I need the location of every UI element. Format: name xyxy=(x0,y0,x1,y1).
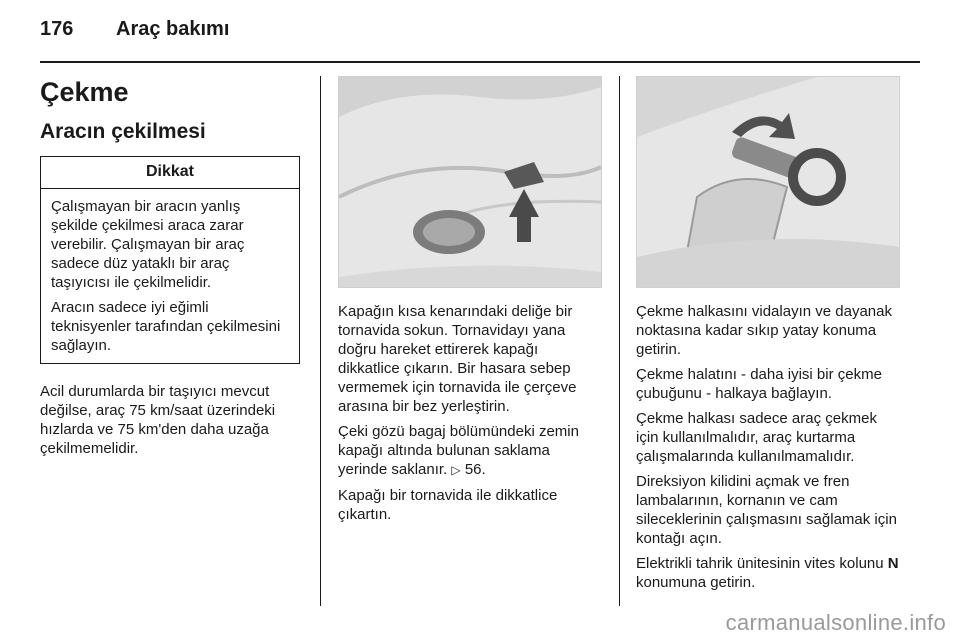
column-3-paragraph-2: Çekme halatını - daha iyisi bir çekme çubuğunu - halkaya bağlayın. xyxy=(636,366,882,402)
column-1-text xyxy=(40,382,302,458)
column-3-paragraph-5-end: konumuna getirin. xyxy=(636,574,756,591)
column-divider-1 xyxy=(320,76,321,606)
chapter-title: Araç bakımı xyxy=(116,18,230,40)
column-3-paragraph-1: Çekme halkasını vidalayın ve dayanak noktasına kadar sıkıp yatay konuma getirin. xyxy=(636,303,892,358)
gear-position-n: N xyxy=(887,555,899,572)
page-number: 176 xyxy=(40,18,74,40)
tow-eye-illustration xyxy=(636,76,900,288)
page-header xyxy=(40,18,920,48)
column-3 xyxy=(636,76,902,598)
column-1 xyxy=(40,76,302,464)
watermark: carmanualsonline.info xyxy=(725,610,946,635)
section-title: Çekme xyxy=(40,77,129,107)
section-subtitle: Aracın çekilmesi xyxy=(40,120,206,143)
warning-paragraph-2: Aracın sadece iyi eğimli teknisyenler tarafından çekilmesini sağlayın. xyxy=(51,299,281,354)
column-2-paragraph-2-text: Çeki gözü bagaj bölümündeki zemin kapağı altında bulunan saklama yerinde saklanır. xyxy=(338,423,579,478)
column-3-paragraph-4: Direksiyon kilidini açmak ve fren lambalarının, kornanın ve cam sileceklerinin çalışmasını sağlamak için kontağı açın. xyxy=(636,473,897,547)
warning-box xyxy=(40,156,300,364)
column-divider-2 xyxy=(619,76,620,606)
bumper-cover-drawing xyxy=(339,77,601,287)
column-3-paragraph-3: Çekme halkası sadece araç çekmek için kullanılmalıdır, araç kurtarma çalışmalarında kullanılmamalıdır. xyxy=(636,410,877,465)
header-rule xyxy=(40,61,920,63)
column-2-paragraph-3: Kapağı bir tornavida ile dikkatlice çıkartın. xyxy=(338,487,558,523)
page-ref-icon: ▷ xyxy=(451,463,461,477)
warning-title: Dikkat xyxy=(41,157,299,189)
bumper-cover-illustration xyxy=(338,76,602,288)
column-2-page-ref: 56. xyxy=(464,461,486,478)
column-2-paragraph-1: Kapağın kısa kenarındaki deliğe bir tornavida sokun. Tornavidayı yana doğru hareket ettirerek kapağı dikkatlice çıkarın. Bir hasara sebep vermemek için tornavida ile çerçeve arasına bir bez yerleştirin. xyxy=(338,303,577,415)
warning-paragraph-1: Çalışmayan bir aracın yanlış şekilde çekilmesi araca zarar verebilir. Çalışmayan bir araç sadece düz yataklı bir araç taşıyıcısı ile çekilmelidir. xyxy=(51,198,245,291)
column-2-text xyxy=(338,302,602,524)
column-3-text xyxy=(636,302,902,592)
column-3-paragraph-5 xyxy=(636,554,902,592)
warning-body xyxy=(41,189,299,363)
column-2-paragraph-2 xyxy=(338,422,602,480)
column-3-paragraph-5-text: Elektrikli tahrik ünitesinin vites kolunu xyxy=(636,555,884,572)
column-2 xyxy=(338,76,602,530)
column-1-paragraph-1: Acil durumlarda bir taşıyıcı mevcut değilse, araç 75 km/saat üzerindeki hızlarda ve 75 km'den daha uzağa çekilmemelidir. xyxy=(40,383,276,457)
tow-eye-drawing xyxy=(637,77,899,287)
